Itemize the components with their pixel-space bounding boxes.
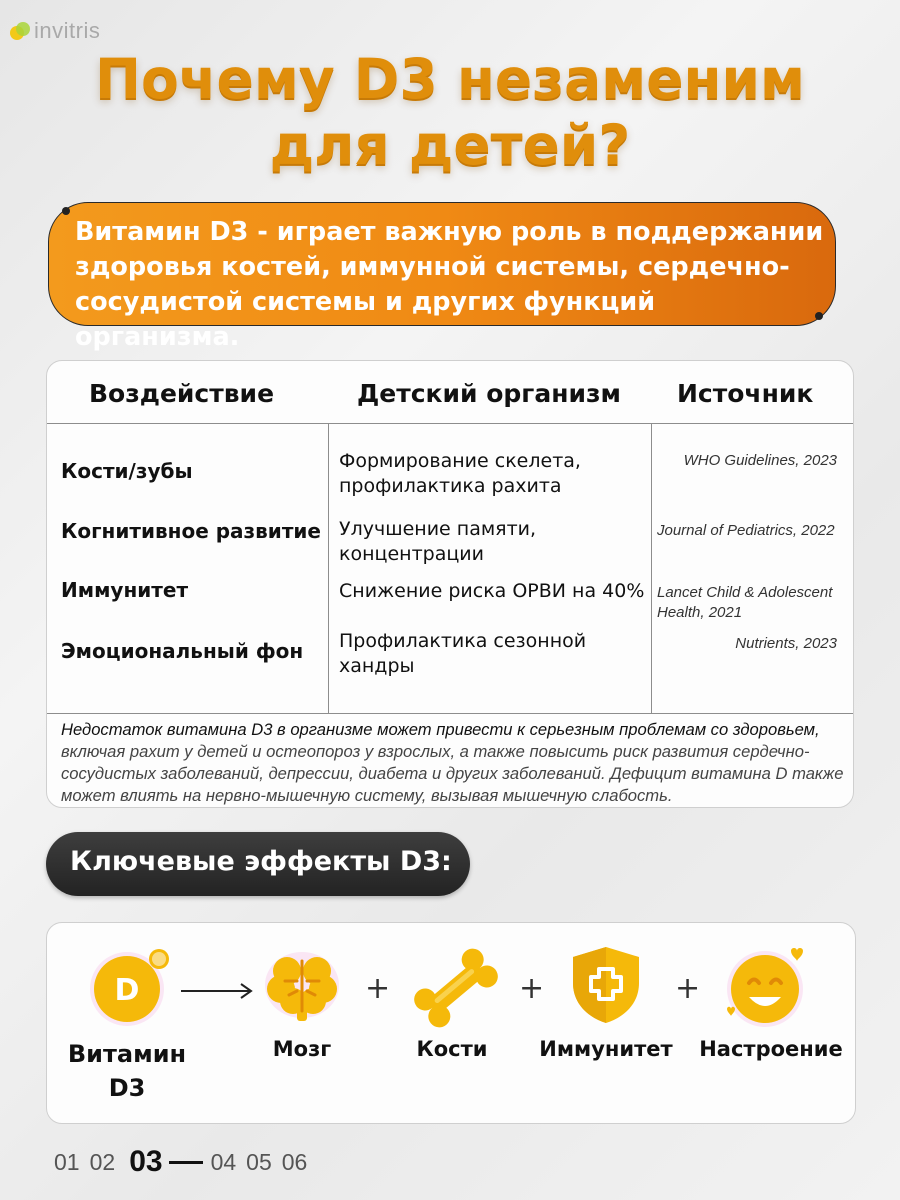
effect-label-immunity: Иммунитет [539, 1037, 673, 1061]
table-bottom-divider [47, 713, 853, 714]
title-line-2: для детей? [269, 113, 631, 177]
decor-dot-bottom [815, 312, 823, 320]
page-title [0, 46, 900, 178]
key-effects-heading [46, 832, 470, 896]
smiley-icon [721, 943, 811, 1029]
table-row-effect: Кости/зубы [61, 459, 193, 483]
header-source: Источник [677, 379, 814, 408]
col-divider-2 [651, 423, 652, 713]
header-body: Детский организм [357, 379, 621, 408]
brain-icon [261, 945, 343, 1027]
intro-banner [48, 202, 836, 352]
plus-separator: + [519, 971, 545, 1006]
key-effects-heading-text: Ключевые эффекты D3: [70, 846, 452, 877]
header-divider [47, 423, 853, 424]
shield-plus-icon [567, 943, 645, 1027]
table-row-source: Lancet Child & Adolescent Health, 2021 [657, 584, 833, 621]
table-row-body: Формирование скелета, профилактика рахита [339, 450, 581, 497]
table-row-body: Улучшение памяти, концентрации [339, 518, 537, 565]
page-number[interactable]: 06 [281, 1148, 308, 1175]
table-row-effect: Эмоциональный фон [61, 639, 304, 663]
intro-text: Витамин D3 - играет важную роль в поддержании здоровья костей, иммунной системы, сердечно-сосудистой системы и других функций организма. [75, 217, 824, 352]
page-number[interactable]: 02 [89, 1148, 116, 1175]
table-row-body: Снижение риска ОРВИ на 40% [339, 580, 645, 602]
table-row-effect: Иммунитет [61, 578, 189, 602]
vitamin-d-icon [87, 943, 173, 1029]
title-line-1: Почему D3 незаменим [94, 47, 806, 111]
table-row-source: WHO Guidelines, 2023 [683, 452, 837, 469]
brand-name: invitris [34, 18, 101, 43]
plus-separator: + [675, 971, 701, 1006]
note-rest: включая рахит у детей и остеопороз у взрослых, а также повысить риск развития сердечно-сосудистых заболеваний, депрессии, диабета и других заболеваний. Дефицит витамина D также может влиять на нервно-мышечную систему, вызывая мышечную слабость. [61, 742, 844, 805]
bone-icon [411, 945, 501, 1031]
decor-dot-top [62, 207, 70, 215]
effects-table [46, 360, 854, 808]
leaf-logo-icon [8, 19, 32, 43]
table-row-effect: Когнитивное развитие [61, 519, 321, 543]
page-number-active: 03 [129, 1145, 163, 1178]
vitamin-label-line1: Витамин [67, 1040, 187, 1068]
active-page-dash [169, 1161, 203, 1164]
table-row-source: Journal of Pediatrics, 2022 [657, 522, 835, 539]
page-number[interactable]: 05 [246, 1148, 272, 1175]
page-number[interactable]: 01 [54, 1148, 80, 1175]
table-row-body: Профилактика сезонной хандры [339, 630, 587, 677]
effect-label-mood: Настроение [699, 1037, 843, 1061]
effect-label-bones: Кости [416, 1037, 488, 1061]
vitamin-label-line2: D3 [108, 1074, 146, 1102]
vitamin-d3-label [57, 1037, 197, 1105]
effects-card [46, 922, 856, 1124]
page-indicator [54, 1145, 317, 1179]
page-number[interactable]: 04 [210, 1148, 237, 1175]
header-effect: Воздействие [89, 379, 275, 408]
brand-logo [8, 18, 100, 44]
vitamin-d-letter: D [114, 973, 140, 1008]
note-strong: Недостаток витамина D3 в организме может привести к серьезным проблемам со здоровьем, [61, 720, 820, 739]
plus-separator: + [365, 971, 391, 1006]
effect-label-brain: Мозг [272, 1037, 332, 1061]
arrow-right-icon [179, 981, 255, 1001]
col-divider-1 [328, 423, 329, 713]
table-row-source: Nutrients, 2023 [735, 635, 837, 652]
deficiency-note [61, 719, 851, 807]
